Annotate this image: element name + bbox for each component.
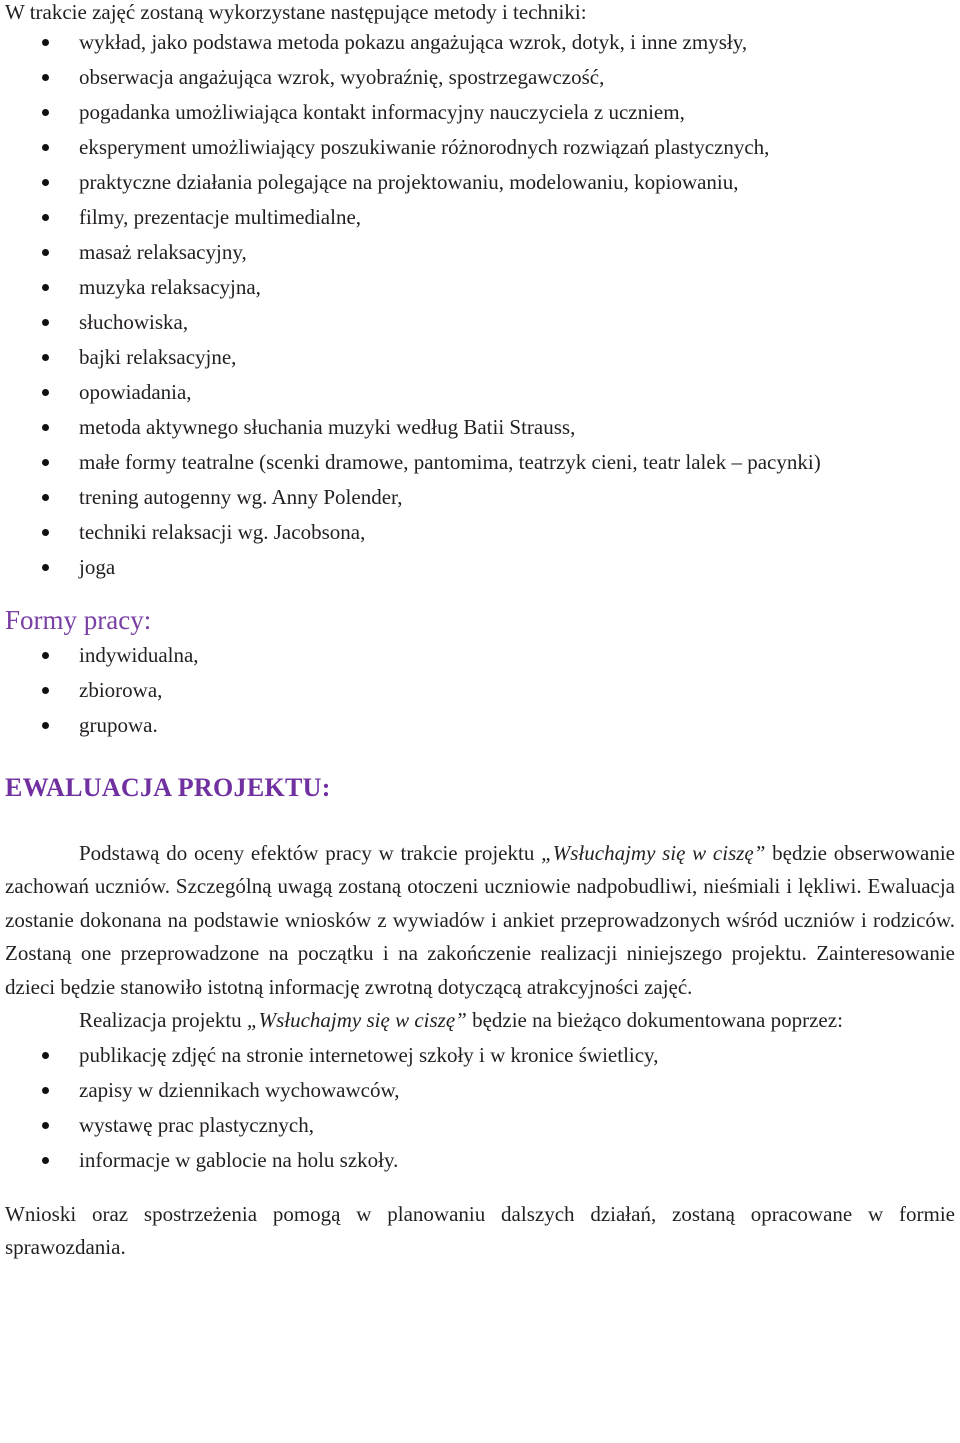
- list-item: wystawę prac plastycznych,: [5, 1108, 955, 1143]
- conclusion-paragraph: Wnioski oraz spostrzeżenia pomogą w planowaniu dalszych działań, zostaną opracowane w formie sprawozdania.: [5, 1202, 955, 1260]
- list-item: małe formy teatralne (scenki dramowe, pantomima, teatrzyk cieni, teatr lalek – pacynki): [5, 445, 955, 480]
- forms-list: [5, 638, 955, 743]
- methods-intro: W trakcie zajęć zostaną wykorzystane następujące metody i techniki:: [5, 0, 587, 24]
- paragraph-text: będzie obserwowanie zachowań uczniów. Szczególną uwagą zostaną otoczeni uczniowie nadpobudliwi, nieśmiali i lękliwi. Ewaluacja zostanie dokonana na podstawie wniosków z wywiadów i ankiet przeprowadzonych wśród uczniów i rodziców. Zostaną one przeprowadzone na początku i na zakończenie realizacji niniejszego projektu. Zainteresowanie dzieci będzie stanowiło istotną informację zwrotną dotyczącą atrakcyjności zajęć.: [5, 841, 955, 999]
- forms-heading: Formy pracy:: [5, 605, 152, 635]
- list-item: masaż relaksacyjny,: [5, 235, 955, 270]
- list-item: bajki relaksacyjne,: [5, 340, 955, 375]
- document-page: [5, 0, 955, 1264]
- documentation-list: [5, 1038, 955, 1178]
- paragraph-text: będzie na bieżąco dokumentowana poprzez:: [466, 1008, 843, 1033]
- list-item: muzyka relaksacyjna,: [5, 270, 955, 305]
- list-item: filmy, prezentacje multimedialne,: [5, 200, 955, 235]
- documentation-paragraph: [5, 1004, 955, 1037]
- list-item: zapisy w dziennikach wychowawców,: [5, 1073, 955, 1108]
- paragraph-text: Podstawą do oceny efektów pracy w trakcie projektu: [79, 841, 542, 865]
- list-item: informacje w gablocie na holu szkoły.: [5, 1143, 955, 1178]
- list-item: grupowa.: [5, 708, 955, 743]
- project-title: „Wsłuchajmy się w ciszę”: [541, 841, 766, 865]
- paragraph-text: Realizacja projektu: [79, 1008, 247, 1033]
- evaluation-paragraph: [5, 837, 955, 1004]
- project-title: „Wsłuchajmy się w ciszę”: [246, 1008, 467, 1033]
- methods-list: [5, 25, 955, 585]
- list-item: trening autogenny wg. Anny Polender,: [5, 480, 955, 515]
- list-item: praktyczne działania polegające na projektowaniu, modelowaniu, kopiowaniu,: [5, 165, 955, 200]
- list-item: obserwacja angażująca wzrok, wyobraźnię, spostrzegawczość,: [5, 60, 955, 95]
- list-item: słuchowiska,: [5, 305, 955, 340]
- list-item: joga: [5, 550, 955, 585]
- list-item: wykład, jako podstawa metoda pokazu angażująca wzrok, dotyk, i inne zmysły,: [5, 25, 955, 60]
- list-item: eksperyment umożliwiający poszukiwanie różnorodnych rozwiązań plastycznych,: [5, 130, 955, 165]
- list-item: metoda aktywnego słuchania muzyki według Batii Strauss,: [5, 410, 955, 445]
- list-item: opowiadania,: [5, 375, 955, 410]
- list-item: techniki relaksacji wg. Jacobsona,: [5, 515, 955, 550]
- evaluation-heading: EWALUACJA PROJEKTU:: [5, 773, 331, 802]
- list-item: indywidualna,: [5, 638, 955, 673]
- list-item: pogadanka umożliwiająca kontakt informacyjny nauczyciela z uczniem,: [5, 95, 955, 130]
- list-item: zbiorowa,: [5, 673, 955, 708]
- list-item: publikację zdjęć na stronie internetowej szkoły i w kronice świetlicy,: [5, 1038, 955, 1073]
